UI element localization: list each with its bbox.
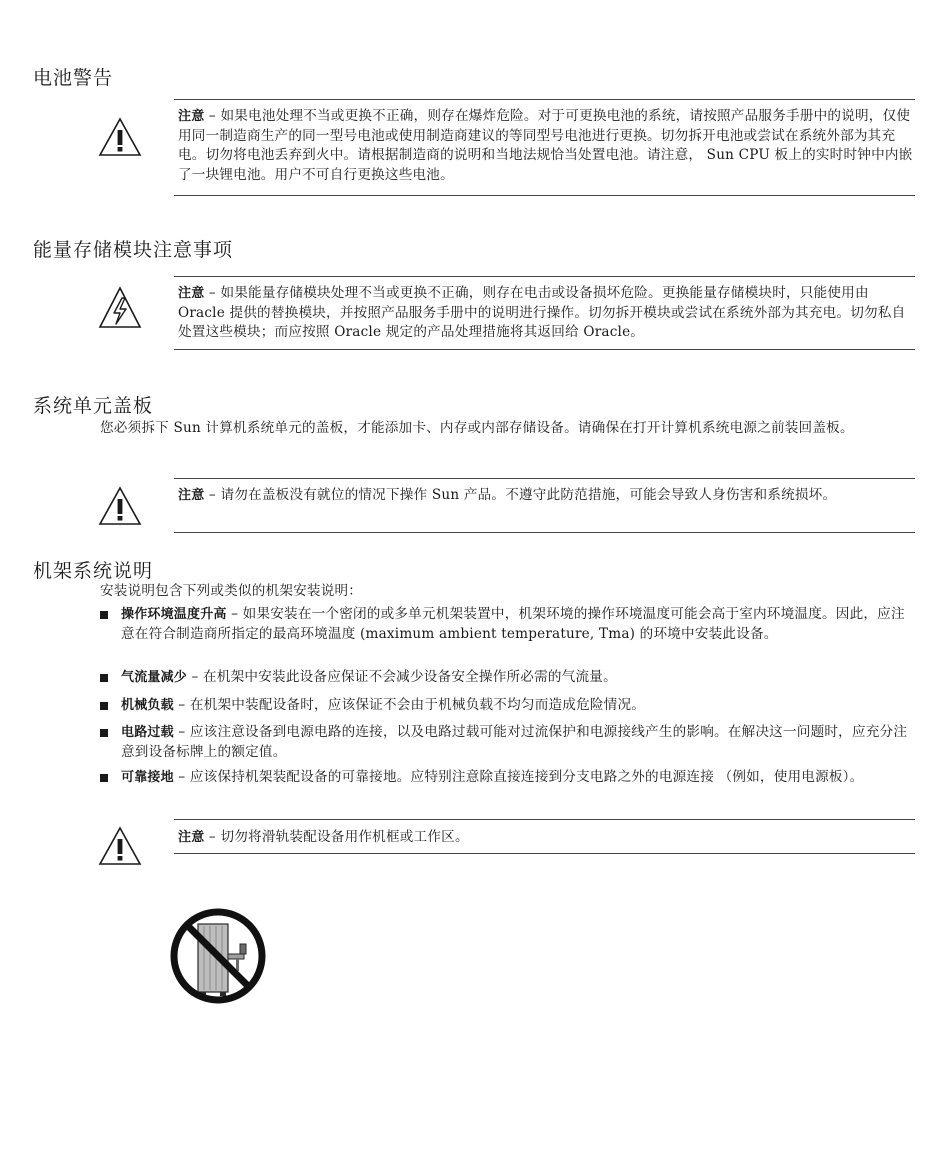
note-text: – 如果能量存储模块处理不当或更换不正确，则存在电击或设备损坏危险。更换能量存储模块时，只能使用由 Oracle 提供的替换模块，并按照产品服务手册中的说明进行操作。切勿拆开模块或尝试在系统外部为其充电。切勿私自处置这些模块；而应按照 Oracle 规定的产品处理措施将其返回给 Oracle。 <box>178 285 906 340</box>
note-text: – 切勿将滑轨装配设备用作机框或工作区。 <box>204 829 469 845</box>
list-item-text: – 在机架中安装此设备应保证不会减少设备安全操作所必需的气流量。 <box>187 669 617 685</box>
list-item-text: – 应该注意设备到电源电路的连接，以及电路过载可能对过流保护和电源接线产生的影响。在解决这一问题时，应充分注意到设备标牌上的额定值。 <box>121 724 908 760</box>
note-label: 注意 <box>178 286 205 301</box>
rack-intro: 安装说明包含下列或类似的机架安装说明： <box>100 583 363 599</box>
note-label: 注意 <box>178 109 205 124</box>
electric-shock-icon <box>98 286 142 330</box>
rack-note <box>178 828 914 848</box>
note-top-rule <box>174 276 915 277</box>
note-bottom-rule <box>174 349 915 350</box>
list-item-label: 可靠接地 <box>121 770 174 785</box>
list-item-label: 机械负载 <box>121 698 174 713</box>
list-item-label: 电路过载 <box>121 725 174 740</box>
warning-triangle-icon <box>98 117 142 157</box>
section-title-rack-system: 机架系统说明 <box>33 560 154 582</box>
section-title-energy-storage: 能量存储模块注意事项 <box>33 239 234 261</box>
bullet-square-icon <box>100 702 108 710</box>
note-label: 注意 <box>178 830 205 845</box>
bullet-square-icon <box>100 774 108 782</box>
note-bottom-rule <box>174 853 915 854</box>
warning-triangle-icon <box>98 826 142 866</box>
note-text: – 如果电池处理不当或更换不正确，则存在爆炸危险。对于可更换电池的系统，请按照产品服务手册中的说明，仅使用同一制造商生产的同一型号电池或使用制造商建议的等同型号电池进行更换。切勿拆开电池或尝试在系统外部为其充电。切勿将电池丢弃到火中。请根据制造商的说明和当地法规恰当处置电池。请注意， Sun CPU 板上的实时时钟中内嵌了一块锂电池。用户不可自行更换这些电池。 <box>178 108 913 183</box>
system-cover-note <box>178 486 914 506</box>
list-item-label: 操作环境温度升高 <box>121 607 227 622</box>
bullet-square-icon <box>100 729 108 737</box>
note-top-rule <box>174 478 915 479</box>
note-label: 注意 <box>178 488 205 503</box>
section-title-system-cover: 系统单元盖板 <box>33 395 154 417</box>
energy-storage-note <box>178 284 914 343</box>
no-rack-work-surface-icon <box>168 906 268 1006</box>
note-top-rule <box>174 99 915 100</box>
note-bottom-rule <box>174 195 915 196</box>
list-item-label: 气流量减少 <box>121 670 188 685</box>
list-item-text: – 在机架中装配设备时，应该保证不会由于机械负载不均匀而造成危险情况。 <box>173 697 646 713</box>
bullet-square-icon <box>100 611 108 619</box>
list-item-text: – 应该保持机架装配设备的可靠接地。应特别注意除直接连接到分支电路之外的电源连接 （例如，使用电源板）。 <box>173 769 864 785</box>
note-text: – 请勿在盖板没有就位的情况下操作 Sun 产品。不遵守此防范措施，可能会导致人身伤害和系统损坏。 <box>204 487 837 503</box>
system-cover-paragraph: 您必须拆下 Sun 计算机系统单元的盖板，才能添加卡、内存或内部存储设备。请确保在打开计算机系统电源之前装回盖板。 <box>100 420 854 436</box>
note-bottom-rule <box>174 532 915 533</box>
section-title-battery: 电池警告 <box>33 67 114 89</box>
bullet-square-icon <box>100 674 108 682</box>
note-top-rule <box>174 819 915 820</box>
battery-note <box>178 107 914 185</box>
warning-triangle-icon <box>98 486 142 526</box>
list-item-text: – 如果安装在一个密闭的或多单元机架装置中，机架环境的操作环境温度可能会高于室内环境温度。因此，应注意在符合制造商所指定的最高环境温度 (maximum ambient temperature, Tma) 的环境中安装此设备。 <box>121 606 905 642</box>
